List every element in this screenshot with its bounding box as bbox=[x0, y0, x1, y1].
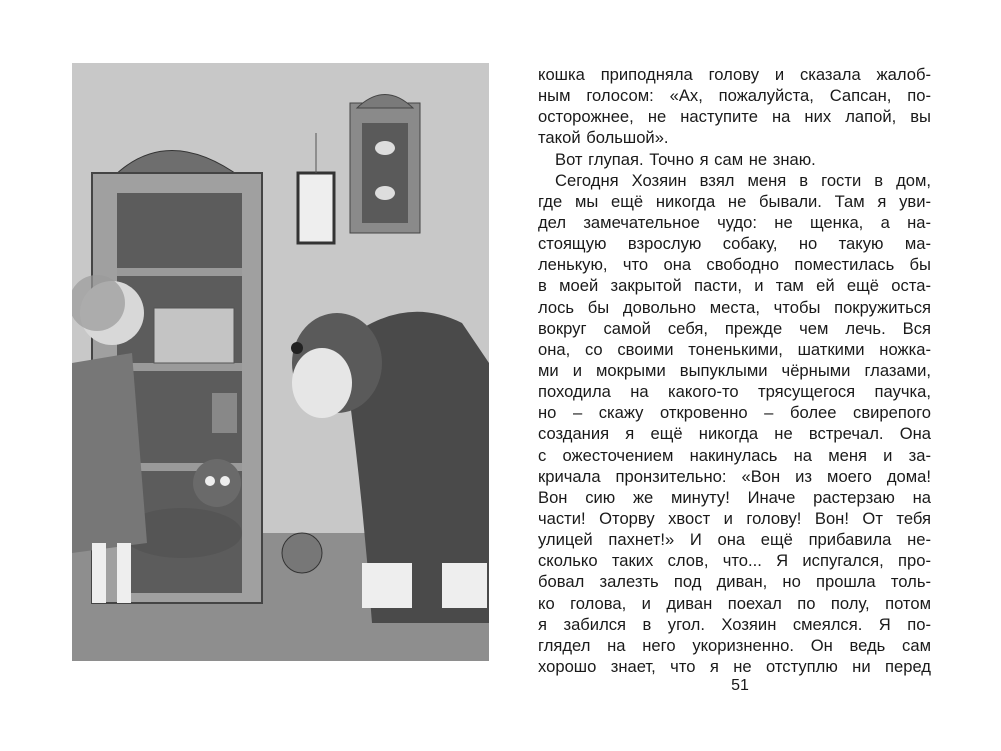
text-line: ми и мокрыми выпуклыми чёрными глазами, bbox=[538, 360, 931, 380]
text-line: Сегодня Хозяин взял меня в гости в дом, bbox=[555, 170, 931, 190]
book-illustration bbox=[72, 63, 489, 661]
text-line: в моей закрытой пасти, и там ей ещё оста- bbox=[538, 276, 931, 296]
text-line: ным голосом: «Ах, пожалуйста, Сапсан, по- bbox=[538, 86, 931, 106]
text-line: ленькую, что она свободно поместилась бы bbox=[538, 255, 931, 275]
illustration-girl-cat-dog bbox=[72, 63, 489, 661]
page-number: 51 bbox=[731, 677, 749, 694]
page-text bbox=[538, 64, 931, 677]
text-line: глядел на него укоризненно. Он ведь сам bbox=[538, 635, 931, 655]
text-line: части! Оторву хвост и голову! Вон! От тебя bbox=[538, 508, 931, 528]
text-line: я забился в угол. Хозяин смеялся. Я по- bbox=[538, 614, 931, 634]
text-line: она, со своими тоненькими, шаткими ножка- bbox=[538, 339, 931, 359]
text-line: стоящую взрослую собаку, но такую ма- bbox=[538, 234, 931, 254]
text-line: Вон сию же минуту! Иначе растерзаю на bbox=[538, 487, 931, 507]
text-line: осторожнее, не наступите на них лапой, вы bbox=[538, 107, 931, 127]
text-line: улицей пахнет!» И она ещё прибавила не- bbox=[538, 530, 931, 550]
text-line: походила на какого-то трясущегося паучка, bbox=[538, 382, 931, 402]
text-line: вокруг самой себя, прежде чем лечь. Вся bbox=[538, 318, 931, 338]
text-line: с ожесточением накинулась на меня и за- bbox=[538, 445, 931, 465]
text-line: ко голова, и диван поехал по полу, потом bbox=[538, 593, 931, 613]
text-line: создания я ещё никогда не встречал. Она bbox=[538, 424, 931, 444]
text-line: такой большой». bbox=[538, 128, 669, 148]
text-line: кошка приподняла голову и сказала жалоб- bbox=[538, 65, 931, 84]
text-line: сколько таких слов, что... Я испугался, про- bbox=[538, 551, 931, 571]
text-line: лось бы довольно места, чтобы покружиться bbox=[538, 297, 931, 317]
text-line: хорошо знает, что я не отступлю ни перед bbox=[538, 656, 931, 676]
text-line: кричала пронзительно: «Вон из моего дома! bbox=[538, 466, 931, 486]
text-line: но – скажу откровенно – более свирепого bbox=[538, 403, 931, 423]
text-line: бовал залезть под диван, но прошла толь- bbox=[538, 572, 931, 592]
text-line: где мы ещё никогда не бывали. Там я уви- bbox=[538, 191, 931, 211]
text-line: дел замечательное чудо: не щенка, а на- bbox=[538, 212, 931, 232]
text-line: Вот глупая. Точно я сам не знаю. bbox=[555, 149, 816, 169]
